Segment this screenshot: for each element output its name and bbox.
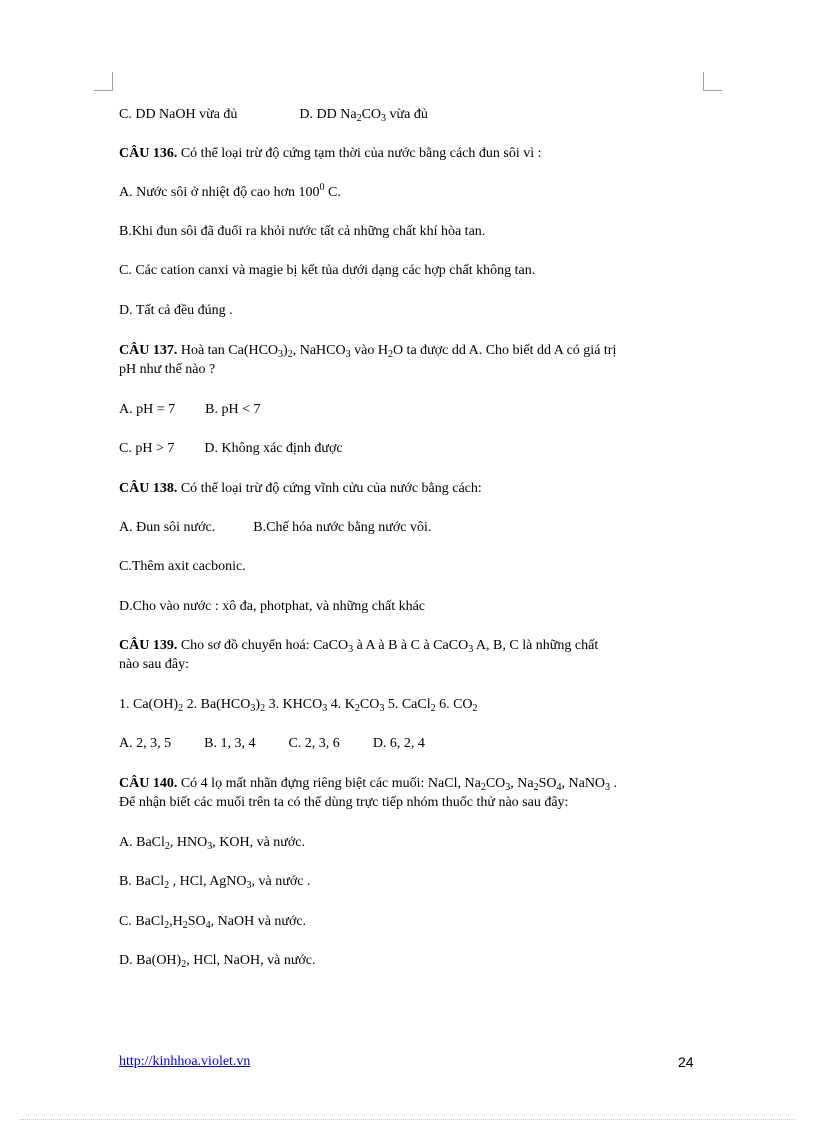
q139-substance-list: 1. $Ca(OH)_2$ 2. $Ba(HCO_3)_2$ 3. $KHCO_3$ 4. $K_2CO_3$ 5. CaCl$_2$ 6. $CO_2$ [119, 697, 478, 714]
q137-question-line2: pH như thế nào ? [119, 362, 216, 377]
q139-option-d: D. 6, 2, 4 [372, 736, 425, 751]
q140-option-c: C. $BaCl_2,H_2SO_4$, NaOH và nước. [119, 914, 307, 931]
q138-option-b: B.Chế hóa nước bằng nước vôi. [253, 520, 432, 535]
q139-options [119, 735, 425, 753]
q137-option-c: C. pH > 7 [119, 441, 175, 456]
q140-option-d: D. $Ba(OH)_2$, HCl, NaOH, và nước. [119, 953, 316, 970]
q136-option-c: C. Các cation canxi và magie bị kết tủa dưới dạng các hợp chất không tan. [119, 263, 536, 278]
q135-options-cd [119, 106, 428, 124]
q140-label: CÂU 140. [119, 776, 178, 791]
q136-option-d: D. Tất cả đều đúng . [119, 303, 233, 318]
q135-option-d: D. DD $Na_2CO_3$ vừa đủ [299, 107, 428, 124]
q138-options-ab [119, 519, 431, 537]
q137-option-b: B. pH < 7 [205, 402, 261, 417]
corner-mark-left [94, 72, 113, 91]
q138-option-d: D.Cho vào nước : xô đa, photphat, và những chất khác [119, 599, 426, 614]
corner-mark-right [703, 72, 722, 91]
q137-options-cd [119, 440, 343, 458]
q139-option-b: B. 1, 3, 4 [204, 736, 256, 751]
q139-question: CÂU 139. Cho sơ đồ chuyển hoá: CaCO$_3$ à A à B à C à CaCO$_3$ A, B, C là những chất [119, 638, 599, 655]
q139-question-line2: nào sau đây: [119, 657, 189, 672]
q138-label: CÂU 138. [119, 481, 178, 496]
q140-option-b: B. BaCl$_2$ , HCl, AgNO$_3$, và nước . [119, 874, 311, 891]
q136-label: CÂU 136. [119, 146, 178, 161]
page-number: 24 [678, 1054, 694, 1070]
q137-question: CÂU 137. Hoà $\tan Ca(HCO_3)_2$, NaHCO$_3$ vào $H_2O$ ta được dd A. Cho biết dd A có giá trị [119, 343, 617, 360]
q137-option-d: D. Không xác định được [204, 441, 343, 456]
q136-question: CÂU 136. Có thể loại trừ độ cứng tạm thời của nước bằng cách đun sôi vì : [119, 146, 542, 161]
q139-label: CÂU 139. [119, 638, 178, 653]
q140-option-a: A. BaCl$_2$, $HNO_3$, KOH, và nước. [119, 835, 305, 852]
q138-question: CÂU 138. Có thể loại trừ độ cứng vĩnh cửu của nước bằng cách: [119, 481, 482, 496]
page-bottom-divider [20, 1119, 796, 1120]
q140-question-line2: Để nhận biết các muối trên ta có thể dùng trực tiếp nhóm thuốc thử nào sau đây: [119, 795, 569, 810]
q137-option-a: A. pH = 7 [119, 402, 176, 417]
q135-option-c: C. DD NaOH vừa đủ [119, 107, 238, 122]
q136-option-b: B.Khi đun sôi đã đuổi ra khỏi nước tất cả những chất khí hòa tan. [119, 224, 486, 239]
q139-option-c: C. 2, 3, 6 [288, 736, 340, 751]
footer-website-link[interactable]: http://kinhhoa.violet.vn [119, 1054, 251, 1069]
q136-option-a: A. Nước sôi ở nhiệt độ cao hơn $100^0$ C. [119, 182, 341, 200]
q138-option-a: A. Đun sôi nước. [119, 520, 216, 535]
q137-label: CÂU 137. [119, 343, 178, 358]
q138-option-c: C.Thêm axit cacbonic. [119, 559, 246, 574]
q137-options-ab [119, 401, 260, 419]
q139-option-a: A. 2, 3, 5 [119, 736, 172, 751]
q140-question: CÂU 140. Có 4 lọ mất nhãn đựng riêng biệt các muối: NaCl, $Na_2CO_3$, $Na_2SO_4$, NaNO$_3$ . [119, 776, 618, 793]
